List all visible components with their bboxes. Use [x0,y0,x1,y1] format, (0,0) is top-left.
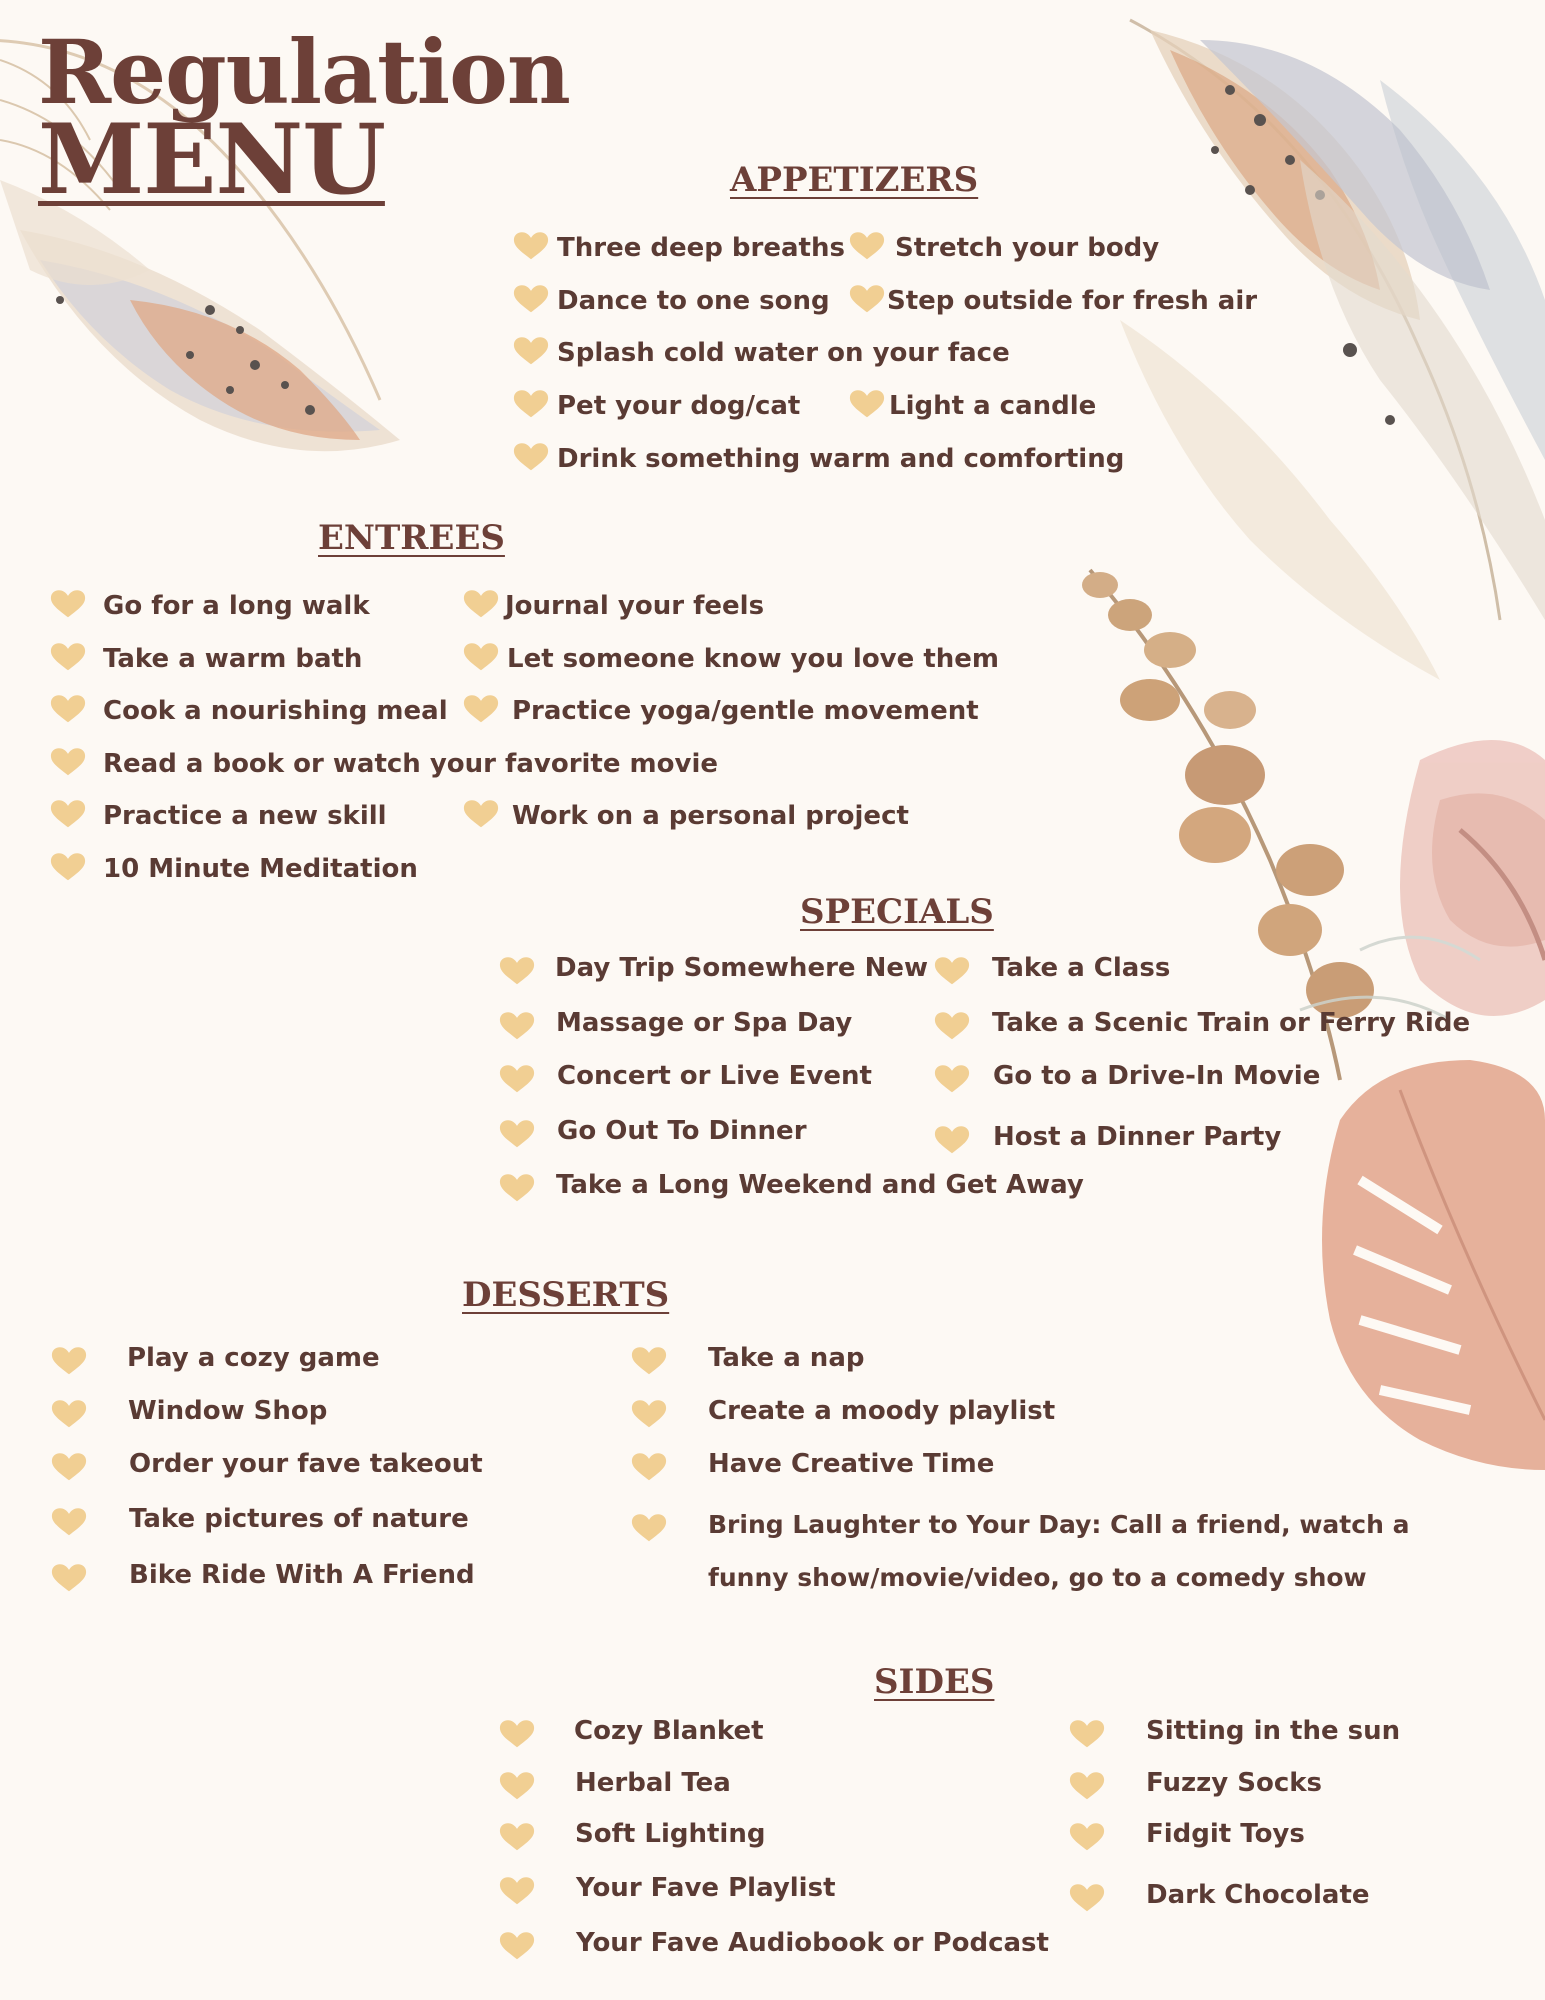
heart-icon [498,1063,536,1095]
item-label: Host a Dinner Party [993,1122,1282,1152]
heart-icon [498,955,536,987]
heart-icon [512,230,550,262]
heart-icon [512,335,550,367]
item-label: Create a moody playlist [708,1396,1056,1426]
menu-title-line1: Regulation [38,20,570,124]
heart-icon [462,798,500,830]
heart-icon [462,641,500,673]
item-label: Soft Lighting [575,1819,766,1849]
item-label: Journal your feels [505,591,765,621]
desserts-heading: DESSERTS [462,1275,670,1315]
menu-title-line2: MENU [38,103,385,216]
specials-heading: SPECIALS [800,892,994,932]
item-label: Practice yoga/gentle movement [512,696,979,726]
heart-icon [630,1398,668,1430]
heart-icon [498,1718,536,1750]
item-label: Take a Scenic Train or Ferry Ride [992,1008,1471,1038]
item-label: Take a warm bath [103,644,363,674]
heart-icon [50,1398,88,1430]
heart-icon [498,1118,536,1150]
heart-icon [498,1172,536,1204]
item-label: Your Fave Audiobook or Podcast [576,1928,1049,1958]
eucalyptus-branch-illustration [1082,570,1374,1080]
heart-icon [498,1930,536,1962]
heart-icon [49,588,87,620]
heart-icon [1068,1821,1106,1853]
item-label: Go for a long walk [103,591,370,621]
item-label: Go to a Drive-In Movie [993,1061,1321,1091]
item-label: Cozy Blanket [574,1716,764,1746]
feather-top-right-illustration [1120,20,1545,680]
item-label: Order your fave takeout [129,1449,483,1479]
heart-icon [512,441,550,473]
item-label: Your Fave Playlist [576,1873,836,1903]
item-label: Bike Ride With A Friend [129,1560,475,1590]
heart-icon [462,588,500,620]
item-label: Play a cozy game [127,1343,380,1373]
item-label: Pet your dog/cat [557,391,801,421]
heart-icon [49,851,87,883]
item-label: Let someone know you love them [507,644,999,674]
heart-icon [49,746,87,778]
item-label: Have Creative Time [708,1449,995,1479]
item-label: Splash cold water on your face [557,338,1010,368]
item-label: Read a book or watch your favorite movie [103,749,718,779]
heart-icon [50,1506,88,1538]
item-label: Dark Chocolate [1146,1880,1370,1910]
heart-icon [462,693,500,725]
item-label: Cook a nourishing meal [103,696,448,726]
item-label: Concert or Live Event [557,1061,872,1091]
monstera-leaf-illustration [1322,1060,1545,1470]
item-label: Day Trip Somewhere New [555,953,929,983]
item-label: Work on a personal project [512,801,909,831]
item-label: Take pictures of nature [129,1504,469,1534]
item-label: Fuzzy Socks [1146,1768,1323,1798]
item-label: Take a Long Weekend and Get Away [556,1170,1084,1200]
appetizers-heading: APPETIZERS [730,160,979,200]
item-label: Light a candle [889,391,1097,421]
item-label: Herbal Tea [575,1768,731,1798]
item-label: Step outside for fresh air [887,286,1258,316]
entrees-heading: ENTREES [318,518,505,558]
heart-icon [498,1010,536,1042]
heart-icon [498,1770,536,1802]
heart-icon [498,1875,536,1907]
item-label: Practice a new skill [103,801,387,831]
heart-icon [630,1451,668,1483]
item-label: Sitting in the sun [1146,1716,1401,1746]
heart-icon [933,1063,971,1095]
heart-icon [50,1345,88,1377]
heart-icon [1068,1718,1106,1750]
heart-icon [933,955,971,987]
item-label: Three deep breaths [557,233,845,263]
item-label: Go Out To Dinner [557,1116,807,1146]
heart-icon [848,230,886,262]
heart-icon [1068,1882,1106,1914]
item-label: Fidgit Toys [1146,1819,1305,1849]
heart-icon [848,283,886,315]
item-label: Drink something warm and comforting [557,444,1125,474]
heart-icon [630,1512,668,1544]
item-label: Dance to one song [557,286,830,316]
heart-icon [933,1124,971,1156]
item-label: Take a nap [708,1343,865,1373]
heart-icon [498,1821,536,1853]
heart-icon [630,1345,668,1377]
heart-icon [512,283,550,315]
item-label: Massage or Spa Day [556,1008,853,1038]
heart-icon [50,1562,88,1594]
sides-heading: SIDES [874,1662,995,1702]
heart-icon [49,798,87,830]
item-label: 10 Minute Meditation [103,854,418,884]
item-label: funny show/movie/video, go to a comedy show [708,1563,1367,1592]
item-label: Stretch your body [895,233,1160,263]
heart-icon [1068,1770,1106,1802]
heart-icon [933,1010,971,1042]
heart-icon [512,388,550,420]
item-label: Take a Class [992,953,1171,983]
heart-icon [49,693,87,725]
item-label: Window Shop [128,1396,328,1426]
item-label: Bring Laughter to Your Day: Call a friend, watch a [708,1510,1410,1539]
heart-icon [848,388,886,420]
heart-icon [50,1451,88,1483]
heart-icon [49,641,87,673]
